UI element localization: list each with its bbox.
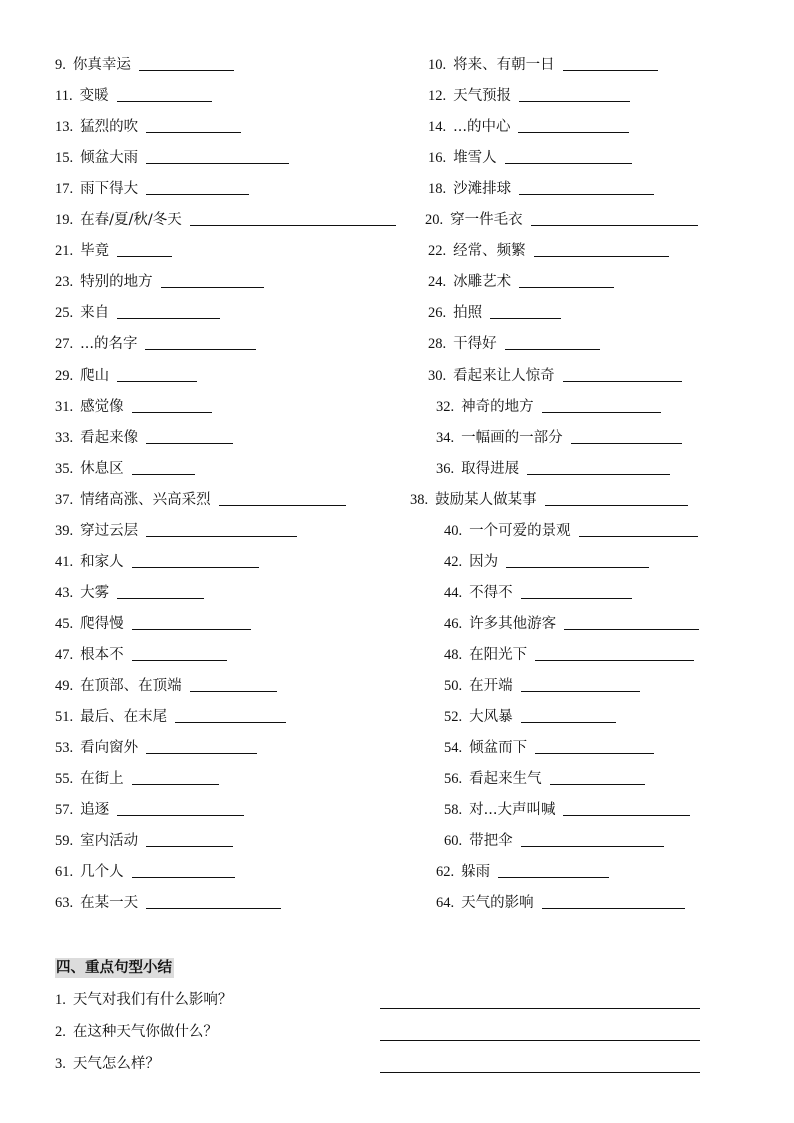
phrase-text: 几个人	[80, 864, 124, 881]
phrase-number: 64.	[436, 895, 455, 912]
phrase-number: 54.	[444, 740, 463, 757]
phrase-text: 一幅画的一部分	[461, 429, 563, 446]
answer-blank[interactable]	[519, 180, 654, 195]
phrase-text: 因为	[469, 553, 499, 570]
phrase-text: 看向窗外	[80, 740, 139, 757]
phrase-item	[55, 269, 264, 291]
answer-blank[interactable]	[542, 398, 661, 413]
phrase-text: 倾盆而下	[469, 740, 528, 757]
phrase-item	[55, 580, 204, 602]
phrase-text: 大风暴	[469, 709, 513, 726]
phrase-text: 看起来像	[80, 429, 139, 446]
answer-blank[interactable]	[563, 801, 690, 816]
phrase-item	[55, 300, 220, 322]
phrase-text: 室内活动	[80, 833, 139, 850]
phrase-number: 43.	[55, 584, 74, 601]
phrase-text: 在街上	[80, 771, 124, 788]
phrase-text: 一个可爱的景观	[469, 522, 571, 539]
answer-blank[interactable]	[175, 708, 286, 723]
answer-blank[interactable]	[518, 118, 629, 133]
answer-blank[interactable]	[146, 149, 289, 164]
phrase-number: 46.	[444, 615, 463, 632]
phrase-text: 在春/夏/秋/冬天	[80, 212, 182, 229]
phrase-item	[444, 828, 664, 850]
phrase-number: 56.	[444, 771, 463, 788]
answer-blank[interactable]	[145, 335, 256, 350]
phrase-text: 不得不	[469, 584, 513, 601]
phrase-item	[428, 114, 629, 136]
phrase-text: ...的中心	[453, 119, 511, 136]
phrase-item	[55, 828, 233, 850]
phrase-item	[55, 518, 297, 540]
answer-blank[interactable]	[545, 491, 688, 506]
phrase-number: 37.	[55, 491, 74, 508]
phrase-item	[425, 207, 698, 229]
phrase-text: 带把伞	[469, 833, 513, 850]
phrase-number: 42.	[444, 553, 463, 570]
answer-blank[interactable]	[534, 242, 669, 257]
phrase-number: 52.	[444, 709, 463, 726]
phrase-number: 21.	[55, 243, 74, 260]
phrase-number: 29.	[55, 367, 74, 384]
answer-blank[interactable]	[521, 584, 632, 599]
phrase-item	[55, 83, 212, 105]
phrase-number: 39.	[55, 522, 74, 539]
answer-blank[interactable]	[521, 677, 640, 692]
phrase-item	[55, 487, 346, 509]
sentence-number: 1.	[55, 992, 66, 1008]
answer-blank[interactable]	[506, 553, 649, 568]
phrase-number: 40.	[444, 522, 463, 539]
phrase-item	[436, 859, 609, 881]
phrase-text: 冰雕艺术	[453, 274, 512, 291]
phrase-text: 雨下得大	[80, 181, 139, 198]
phrase-item	[55, 394, 212, 416]
phrase-number: 17.	[55, 181, 74, 198]
phrase-item	[55, 145, 289, 167]
sentence-text: 天气对我们有什么影响？	[72, 992, 233, 1008]
answer-blank[interactable]	[146, 739, 257, 754]
phrase-item	[428, 238, 669, 260]
phrase-number: 25.	[55, 305, 74, 322]
answer-blank[interactable]	[579, 522, 698, 537]
phrase-item	[444, 611, 699, 633]
answer-blank[interactable]	[531, 211, 698, 226]
phrase-text: 鼓励某人做某事	[435, 491, 537, 508]
phrase-item	[444, 580, 632, 602]
phrase-item	[55, 797, 244, 819]
phrase-text: 在阳光下	[469, 646, 528, 663]
answer-blank[interactable]	[535, 646, 694, 661]
phrase-item	[436, 890, 685, 912]
phrase-number: 11.	[55, 88, 73, 105]
answer-blank[interactable]	[490, 304, 561, 319]
phrase-text: 看起来让人惊奇	[453, 367, 555, 384]
sentence-item	[55, 987, 232, 1009]
phrase-text: 感觉像	[80, 398, 124, 415]
answer-blank[interactable]	[146, 522, 297, 537]
answer-blank[interactable]	[146, 118, 241, 133]
sentence-item	[55, 1051, 160, 1073]
answer-blank[interactable]	[146, 429, 233, 444]
phrase-number: 27.	[55, 336, 74, 353]
answer-blank[interactable]	[505, 149, 632, 164]
phrase-text: 爬山	[80, 367, 110, 384]
sentence-number: 2.	[55, 1024, 66, 1040]
phrase-number: 32.	[436, 398, 455, 415]
section-title: 四、重点句型小结	[56, 960, 172, 976]
answer-blank[interactable]	[190, 211, 396, 226]
phrase-text: 穿过云层	[80, 522, 139, 539]
phrase-number: 48.	[444, 646, 463, 663]
phrase-item	[55, 363, 197, 385]
sentence-text: 天气怎么样？	[72, 1056, 160, 1072]
phrase-text: 毕竟	[80, 243, 110, 260]
phrase-text: 干得好	[453, 336, 497, 353]
phrase-number: 51.	[55, 709, 74, 726]
answer-blank[interactable]	[117, 242, 172, 257]
phrase-text: 和家人	[80, 553, 124, 570]
phrase-item	[436, 394, 661, 416]
phrase-text: 你真幸运	[72, 57, 131, 73]
phrase-number: 49.	[55, 678, 74, 694]
phrase-item	[428, 300, 561, 322]
phrase-text: 将来、有朝一日	[453, 57, 555, 73]
answer-blank[interactable]	[190, 677, 277, 692]
phrase-text: 沙滩排球	[453, 181, 512, 198]
phrase-text: 看起来生气	[469, 771, 542, 788]
phrase-item	[55, 735, 257, 757]
phrase-number: 50.	[444, 678, 463, 694]
phrase-number: 16.	[428, 150, 447, 167]
phrase-number: 45.	[55, 615, 74, 632]
answer-blank[interactable]	[117, 367, 197, 382]
phrase-text: 倾盆大雨	[80, 150, 139, 167]
phrase-number: 63.	[55, 895, 74, 912]
phrase-number: 31.	[55, 398, 74, 415]
phrase-text: 变暖	[79, 88, 109, 105]
phrase-number: 61.	[55, 864, 74, 881]
phrase-text: 天气的影响	[461, 895, 534, 912]
phrase-number: 47.	[55, 646, 74, 663]
phrase-text: 最后、在末尾	[80, 709, 168, 726]
phrase-item	[444, 642, 694, 664]
answer-blank[interactable]	[498, 863, 609, 878]
phrase-item	[444, 704, 616, 726]
phrase-text: 拍照	[453, 305, 483, 322]
phrase-number: 34.	[436, 429, 455, 446]
phrase-item	[428, 176, 654, 198]
phrase-number: 10.	[428, 57, 447, 73]
answer-blank[interactable]	[139, 56, 234, 71]
phrase-text: 追逐	[80, 802, 110, 819]
phrase-number: 9.	[55, 57, 66, 73]
phrase-item	[55, 456, 195, 478]
phrase-number: 24.	[428, 274, 447, 291]
phrase-number: 38.	[410, 491, 429, 508]
phrase-text: 穿一件毛衣	[450, 212, 523, 229]
phrase-number: 41.	[55, 553, 74, 570]
phrase-item	[444, 735, 654, 757]
phrase-item	[55, 611, 251, 633]
sentence-number: 3.	[55, 1056, 66, 1072]
phrase-number: 58.	[444, 802, 463, 819]
phrase-number: 44.	[444, 584, 463, 601]
answer-blank[interactable]	[521, 708, 616, 723]
phrase-text: 堆雪人	[453, 150, 497, 167]
phrase-number: 62.	[436, 864, 455, 881]
phrase-number: 26.	[428, 305, 447, 322]
sentence-answer-line[interactable]	[380, 1039, 700, 1041]
phrase-item	[428, 145, 632, 167]
phrase-text: 情绪高涨、兴高采烈	[80, 491, 211, 508]
phrase-item	[428, 269, 614, 291]
phrase-text: 爬得慢	[80, 615, 124, 632]
phrase-item	[55, 890, 281, 912]
phrase-text: 许多其他游客	[469, 615, 557, 632]
phrase-number: 30.	[428, 367, 447, 384]
phrase-item	[55, 114, 241, 136]
phrase-text: 躲雨	[461, 864, 491, 881]
answer-blank[interactable]	[132, 553, 259, 568]
phrase-text: 在顶部、在顶端	[80, 678, 182, 694]
phrase-number: 53.	[55, 740, 74, 757]
answer-blank[interactable]	[535, 739, 654, 754]
phrase-text: 特别的地方	[80, 274, 153, 291]
answer-blank[interactable]	[132, 460, 195, 475]
phrase-item	[428, 363, 682, 385]
phrase-text: 对...大声叫喊	[469, 802, 556, 819]
phrase-number: 22.	[428, 243, 447, 260]
phrase-item	[55, 673, 277, 695]
answer-blank[interactable]	[564, 615, 699, 630]
phrase-item	[428, 83, 630, 105]
sentence-text: 在这种天气你做什么？	[72, 1024, 218, 1040]
phrase-text: 天气预报	[453, 88, 512, 105]
answer-blank[interactable]	[219, 491, 346, 506]
phrase-item	[444, 518, 698, 540]
phrase-item	[55, 549, 259, 571]
phrase-item	[428, 331, 600, 353]
answer-blank[interactable]	[521, 832, 664, 847]
phrase-item	[410, 487, 688, 509]
answer-blank[interactable]	[117, 584, 204, 599]
phrase-number: 57.	[55, 802, 74, 819]
phrase-item	[55, 176, 249, 198]
answer-blank[interactable]	[505, 335, 600, 350]
phrase-item	[444, 549, 649, 571]
sentence-answer-line[interactable]	[380, 1007, 700, 1009]
phrase-text: 神奇的地方	[461, 398, 534, 415]
phrase-item	[55, 766, 219, 788]
phrase-number: 28.	[428, 336, 447, 353]
phrase-number: 59.	[55, 833, 74, 850]
phrase-number: 33.	[55, 429, 74, 446]
phrase-number: 13.	[55, 119, 74, 136]
phrase-text: 猛烈的吹	[80, 119, 139, 136]
answer-blank[interactable]	[146, 894, 281, 909]
answer-blank[interactable]	[527, 460, 670, 475]
answer-blank[interactable]	[550, 770, 645, 785]
answer-blank[interactable]	[132, 863, 235, 878]
answer-blank[interactable]	[519, 273, 614, 288]
answer-blank[interactable]	[146, 832, 233, 847]
answer-blank[interactable]	[117, 304, 220, 319]
phrase-item	[55, 704, 286, 726]
phrase-number: 60.	[444, 833, 463, 850]
phrase-text: 根本不	[80, 646, 124, 663]
phrase-number: 55.	[55, 771, 74, 788]
phrase-item	[55, 642, 227, 664]
phrase-number: 15.	[55, 150, 74, 167]
phrase-item	[55, 52, 234, 74]
answer-blank[interactable]	[563, 56, 658, 71]
phrase-item	[436, 456, 670, 478]
phrase-text: 休息区	[80, 460, 124, 477]
answer-blank[interactable]	[117, 87, 212, 102]
phrase-item	[444, 766, 645, 788]
phrase-text: 大雾	[80, 584, 110, 601]
phrase-text: 来自	[80, 305, 110, 322]
sentence-item	[55, 1019, 218, 1041]
answer-blank[interactable]	[146, 180, 249, 195]
answer-blank[interactable]	[519, 87, 630, 102]
phrase-item	[55, 238, 172, 260]
phrase-item	[444, 797, 690, 819]
answer-blank[interactable]	[132, 615, 251, 630]
phrase-item	[55, 207, 396, 229]
phrase-text: 在开端	[469, 678, 513, 694]
answer-blank[interactable]	[563, 367, 682, 382]
phrase-text: ...的名字	[80, 336, 138, 353]
phrase-number: 18.	[428, 181, 447, 198]
phrase-item	[444, 673, 640, 695]
phrase-number: 35.	[55, 460, 74, 477]
phrase-item	[55, 425, 233, 447]
phrase-number: 12.	[428, 88, 447, 105]
phrase-text: 在某一天	[80, 895, 139, 912]
answer-blank[interactable]	[117, 801, 244, 816]
phrase-item	[55, 331, 256, 353]
answer-blank[interactable]	[542, 894, 685, 909]
phrase-text: 取得进展	[461, 460, 520, 477]
phrase-number: 20.	[425, 212, 444, 229]
phrase-number: 36.	[436, 460, 455, 477]
phrase-number: 14.	[428, 119, 447, 136]
answer-blank[interactable]	[132, 646, 227, 661]
answer-blank[interactable]	[132, 398, 212, 413]
answer-blank[interactable]	[132, 770, 219, 785]
sentence-answer-line[interactable]	[380, 1071, 700, 1073]
phrase-item	[428, 52, 658, 74]
phrase-number: 23.	[55, 274, 74, 291]
phrase-item	[436, 425, 682, 447]
answer-blank[interactable]	[571, 429, 682, 444]
phrase-item	[55, 859, 235, 881]
answer-blank[interactable]	[161, 273, 264, 288]
phrase-number: 19.	[55, 212, 74, 229]
phrase-text: 经常、频繁	[453, 243, 526, 260]
